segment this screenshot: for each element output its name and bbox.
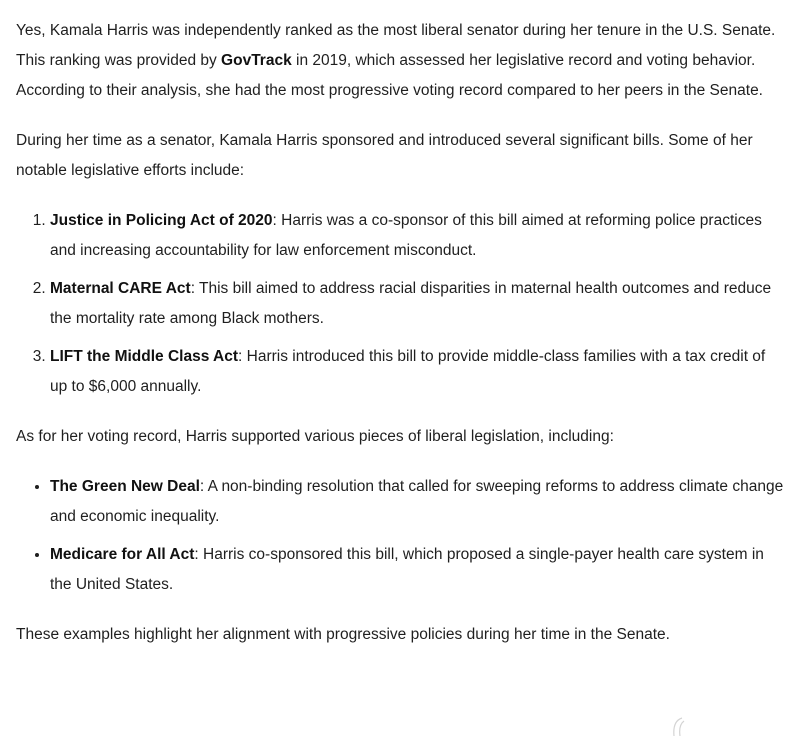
intro-text-start: Yes, Kamala Harris was independently ranked as the most liberal senator during her tenure in the U.S. Senate. This ranking was provided by [16, 22, 776, 69]
closing-paragraph: These examples highlight her alignment with progressive policies during her time in the Senate. [16, 626, 670, 643]
list-item [50, 274, 784, 334]
govtrack-source: GovTrack [221, 52, 292, 69]
list-item [50, 342, 784, 402]
bill-description: : Harris introduced this bill to provide middle-class families with a tax credit of up to $6,000 annually. [50, 348, 766, 395]
vote-title: The Green New Deal [50, 478, 200, 495]
intro-paragraph [16, 16, 784, 106]
assistant-message [16, 16, 784, 670]
bill-title: LIFT the Middle Class Act [50, 348, 239, 365]
bill-title: Justice in Policing Act of 2020 [50, 212, 273, 229]
intro-text-end: in 2019, which assessed her legislative record and voting behavior. According to their analysis, she had the most progressive voting record compared to her peers in the Senate. [16, 52, 763, 99]
bills-list [16, 206, 784, 402]
vote-description: : Harris co-sponsored this bill, which proposed a single-payer health care system in the United States. [50, 546, 764, 593]
list-item [50, 540, 784, 600]
vote-description: : A non-binding resolution that called for sweeping reforms to address climate change and economic inequality. [50, 478, 784, 525]
list-item [50, 206, 784, 266]
votes-list [16, 472, 784, 600]
bill-title: Maternal CARE Act [50, 280, 191, 297]
bill-description: : This bill aimed to address racial disparities in maternal health outcomes and reduce the mortality rate among Black mothers. [50, 280, 772, 327]
vote-title: Medicare for All Act [50, 546, 195, 563]
list-item [50, 472, 784, 532]
bill-description: : Harris was a co-sponsor of this bill aimed at reforming police practices and increasing accountability for law enforcement misconduct. [50, 212, 762, 259]
scroll-indicator-icon [668, 716, 690, 736]
voting-intro-paragraph: As for her voting record, Harris supported various pieces of liberal legislation, including: [16, 428, 614, 445]
bills-intro-paragraph: During her time as a senator, Kamala Harris sponsored and introduced several significant bills. Some of her notable legislative efforts include: [16, 132, 753, 179]
